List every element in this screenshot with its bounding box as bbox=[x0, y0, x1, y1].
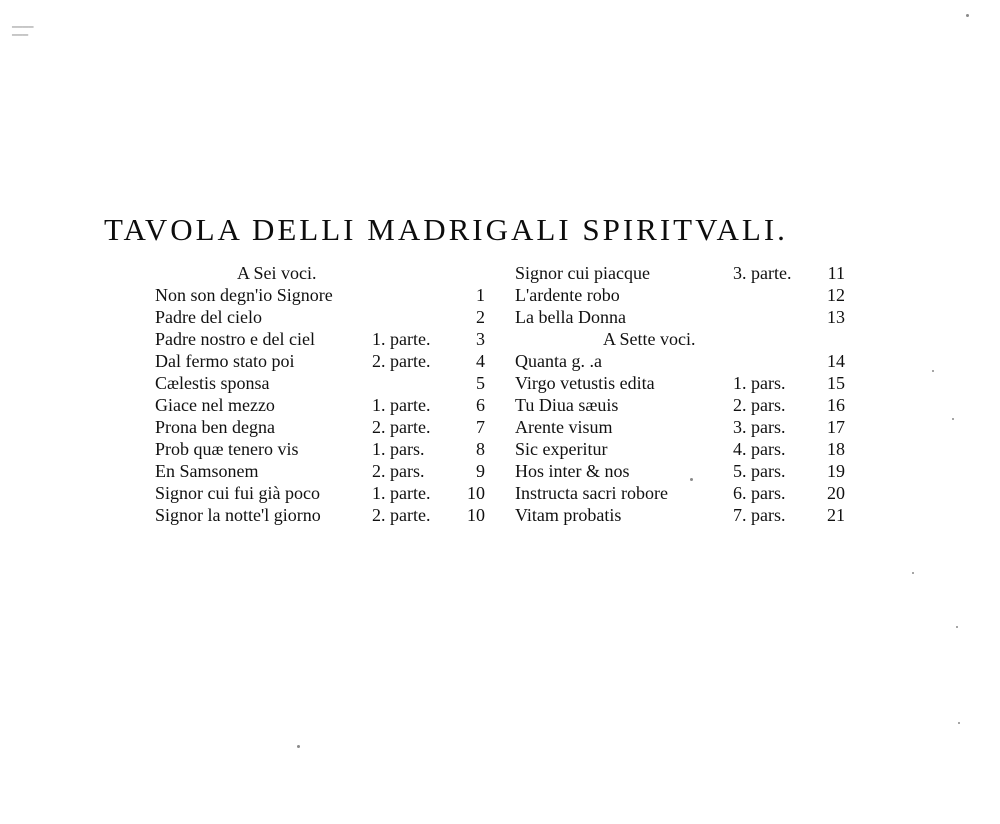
table-row bbox=[515, 262, 845, 284]
madrigal-title: Non son degn'io Signore bbox=[155, 285, 333, 305]
madrigal-number: 10 bbox=[467, 505, 485, 525]
scan-speck bbox=[958, 722, 960, 724]
table-row bbox=[515, 284, 845, 306]
scan-speck bbox=[690, 478, 693, 481]
madrigal-number: 9 bbox=[476, 461, 485, 481]
madrigal-title: Padre nostro e del ciel bbox=[155, 329, 315, 349]
madrigal-number: 12 bbox=[827, 285, 845, 305]
scan-speck bbox=[932, 370, 934, 372]
madrigal-title: Dal fermo stato poi bbox=[155, 351, 295, 371]
table-row bbox=[515, 306, 845, 328]
madrigal-title: Quanta g. .a bbox=[515, 351, 602, 371]
madrigal-title: Cælestis sponsa bbox=[155, 373, 270, 393]
madrigal-part: 7. pars. bbox=[733, 505, 786, 525]
table-row bbox=[515, 416, 845, 438]
table-row bbox=[155, 350, 485, 372]
madrigal-part: 1. parte. bbox=[372, 483, 431, 503]
madrigal-title: En Samsonem bbox=[155, 461, 259, 481]
madrigal-number: 14 bbox=[827, 351, 845, 371]
madrigal-title: Sic experitur bbox=[515, 439, 608, 459]
madrigal-title: Signor cui fui già poco bbox=[155, 483, 320, 503]
table-row bbox=[155, 306, 485, 328]
table-row bbox=[515, 482, 845, 504]
madrigal-part: 2. parte. bbox=[372, 505, 431, 525]
madrigal-number: 19 bbox=[827, 461, 845, 481]
madrigal-part: 2. pars. bbox=[372, 461, 425, 481]
madrigal-title: Instructa sacri robore bbox=[515, 483, 668, 503]
madrigal-title: Prona ben degna bbox=[155, 417, 275, 437]
madrigal-number: 8 bbox=[476, 439, 485, 459]
madrigal-title: Signor cui piacque bbox=[515, 263, 650, 283]
madrigal-number: 10 bbox=[467, 483, 485, 503]
madrigal-title: Tu Diua sæuis bbox=[515, 395, 619, 415]
table-row bbox=[155, 460, 485, 482]
madrigal-part: 2. parte. bbox=[372, 351, 431, 371]
table-row bbox=[155, 284, 485, 306]
page-title: TAVOLA DELLI MADRIGALI SPIRITVALI. bbox=[104, 212, 788, 247]
madrigal-title: L'ardente robo bbox=[515, 285, 620, 305]
madrigal-number: 6 bbox=[476, 395, 485, 415]
table-row bbox=[155, 504, 485, 526]
table-row bbox=[515, 504, 845, 526]
table-row bbox=[515, 350, 845, 372]
madrigal-number: 17 bbox=[827, 417, 845, 437]
table-row bbox=[155, 416, 485, 438]
table-row bbox=[155, 438, 485, 460]
madrigal-number: 1 bbox=[476, 285, 485, 305]
scan-speck bbox=[297, 745, 300, 748]
madrigal-number: 20 bbox=[827, 483, 845, 503]
madrigal-part: 1. parte. bbox=[372, 395, 431, 415]
madrigal-title: Giace nel mezzo bbox=[155, 395, 275, 415]
table-row bbox=[515, 372, 845, 394]
madrigal-number: 13 bbox=[827, 307, 845, 327]
scan-speck bbox=[966, 14, 969, 17]
table-row bbox=[155, 394, 485, 416]
table-row bbox=[155, 482, 485, 504]
madrigal-part: 2. pars. bbox=[733, 395, 786, 415]
madrigal-title: Hos inter & nos bbox=[515, 461, 630, 481]
scan-speck bbox=[956, 626, 958, 628]
madrigal-number: 7 bbox=[476, 417, 485, 437]
madrigal-number: 15 bbox=[827, 373, 845, 393]
table-row bbox=[155, 372, 485, 394]
madrigal-part: 1. pars. bbox=[733, 373, 786, 393]
scan-speck bbox=[952, 418, 954, 420]
scan-speck bbox=[912, 572, 914, 574]
madrigal-number: 5 bbox=[476, 373, 485, 393]
madrigal-part: 5. pars. bbox=[733, 461, 786, 481]
madrigal-number: 2 bbox=[476, 307, 485, 327]
madrigal-part: 2. parte. bbox=[372, 417, 431, 437]
madrigal-part: 4. pars. bbox=[733, 439, 786, 459]
madrigal-number: 16 bbox=[827, 395, 845, 415]
table-row bbox=[155, 328, 485, 350]
madrigal-title: Vitam probatis bbox=[515, 505, 622, 525]
madrigal-title: Prob quæ tenero vis bbox=[155, 439, 299, 459]
madrigal-part: 6. pars. bbox=[733, 483, 786, 503]
madrigal-number: 18 bbox=[827, 439, 845, 459]
madrigal-part: 3. parte. bbox=[733, 263, 792, 283]
madrigal-title: Virgo vetustis edita bbox=[515, 373, 655, 393]
madrigal-part: 1. pars. bbox=[372, 439, 425, 459]
madrigal-title: Signor la notte'l giorno bbox=[155, 505, 321, 525]
madrigal-number: 4 bbox=[476, 351, 485, 371]
madrigal-part: 1. parte. bbox=[372, 329, 431, 349]
madrigal-title: Arente visum bbox=[515, 417, 613, 437]
madrigal-number: 11 bbox=[827, 263, 845, 283]
madrigal-title: Padre del cielo bbox=[155, 307, 262, 327]
section-heading-sei-voci: A Sei voci. bbox=[237, 263, 317, 283]
madrigal-part: 3. pars. bbox=[733, 417, 786, 437]
madrigal-title: La bella Donna bbox=[515, 307, 626, 327]
table-row bbox=[515, 438, 845, 460]
table-row bbox=[515, 394, 845, 416]
section-heading-sette-voci: A Sette voci. bbox=[603, 329, 696, 349]
library-stamp-mark: ▔▔▔▔ ▔▔▔ bbox=[12, 27, 34, 43]
madrigal-number: 21 bbox=[827, 505, 845, 525]
table-row bbox=[515, 460, 845, 482]
madrigal-number: 3 bbox=[476, 329, 485, 349]
